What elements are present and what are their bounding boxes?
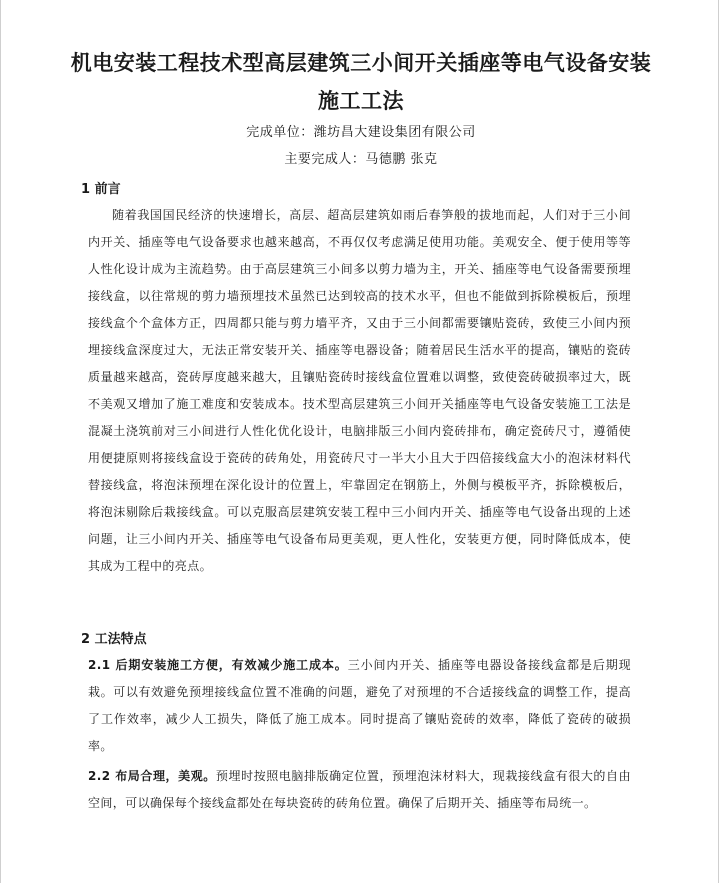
completion-unit: 完成单位：潍坊昌大建设集团有限公司: [246, 125, 476, 140]
feature-item: [88, 652, 631, 760]
document-title: 机电安装工程技术型高层建筑三小间开关插座等电气设备安装施工工法: [70, 51, 652, 113]
feature-text: 预埋时按照电脑排版确定位置，预埋泡沫材料大，现栽接线盒有很大的自由空间，可以确保每个接线盒都处在每块瓷砖的砖角位置。确保了后期开关、插座等布局统一。: [88, 769, 631, 810]
feature-item: [88, 763, 631, 817]
main-authors: 主要完成人：马德鹏 张克: [284, 152, 438, 167]
feature-lead: 2.2 布局合理，美观。: [88, 769, 216, 783]
feature-text: 三小间内开关、插座等电器设备接线盒都是后期现栽。可以有效避免预埋接线盒位置不准确的问题，避免了对预埋的不合适接线盒的调整工作，提高了工作效率，减少人工损失，降低了施工成本。同时提高了镶贴瓷砖的效率，降低了瓷砖的破损率。: [88, 658, 631, 753]
foreword-paragraph: 随着我国国民经济的快速增长，高层、超高层建筑如雨后春笋般的拔地而起，人们对于三小间内开关、插座等电气设备要求也越来越高，不再仅仅考虑满足使用功能。美观安全、便于使用等等人性化设计成为主流趋势。由于高层建筑三小间多以剪力墙为主，开关、插座等电气设备需要预埋接线盒，以往常规的剪力墙预埋技术虽然已达到较高的技术水平，但也不能做到拆除模板后，预埋接线盒个个盒体方正，四周都只能与剪力墙平齐，又由于三小间都需要镶贴瓷砖，致使三小间内预埋接线盒深度过大，无法正常安装开关、插座等电器设备；随着居民生活水平的提高，镶贴的瓷砖质量越来越高，瓷砖厚度越来越大，且镶贴瓷砖时接线盒位置难以调整，致使瓷砖破损率过大，既不美观又增加了施工难度和安装成本。技术型高层建筑三小间开关插座等电气设备安装施工工法是混凝土浇筑前对三小间进行人性化优化设计，电脑排版三小间内瓷砖排布，确定瓷砖尺寸，遵循使用便捷原则将接线盒设于瓷砖的砖角处，用瓷砖尺寸一半大小且大于四倍接线盒大小的泡沫材料代替接线盒，将泡沫预埋在深化设计的位置上，牢靠固定在钢筋上，外侧与模板平齐，拆除模板后，将泡沫剔除后栽接线盒。可以克服高层建筑安装工程中三小间内开关、插座等电气设备出现的上述问题，让三小间内开关、插座等电气设备布局更美观，更人性化，安装更方便，同时降低成本，使其成为工程中的亮点。: [88, 208, 631, 573]
feature-lead: 2.1 后期安装施工方便，有效减少施工成本。: [88, 658, 348, 672]
section-heading-foreword: 1 前言: [81, 182, 121, 197]
section-heading-features: 2 工法特点: [81, 632, 147, 647]
